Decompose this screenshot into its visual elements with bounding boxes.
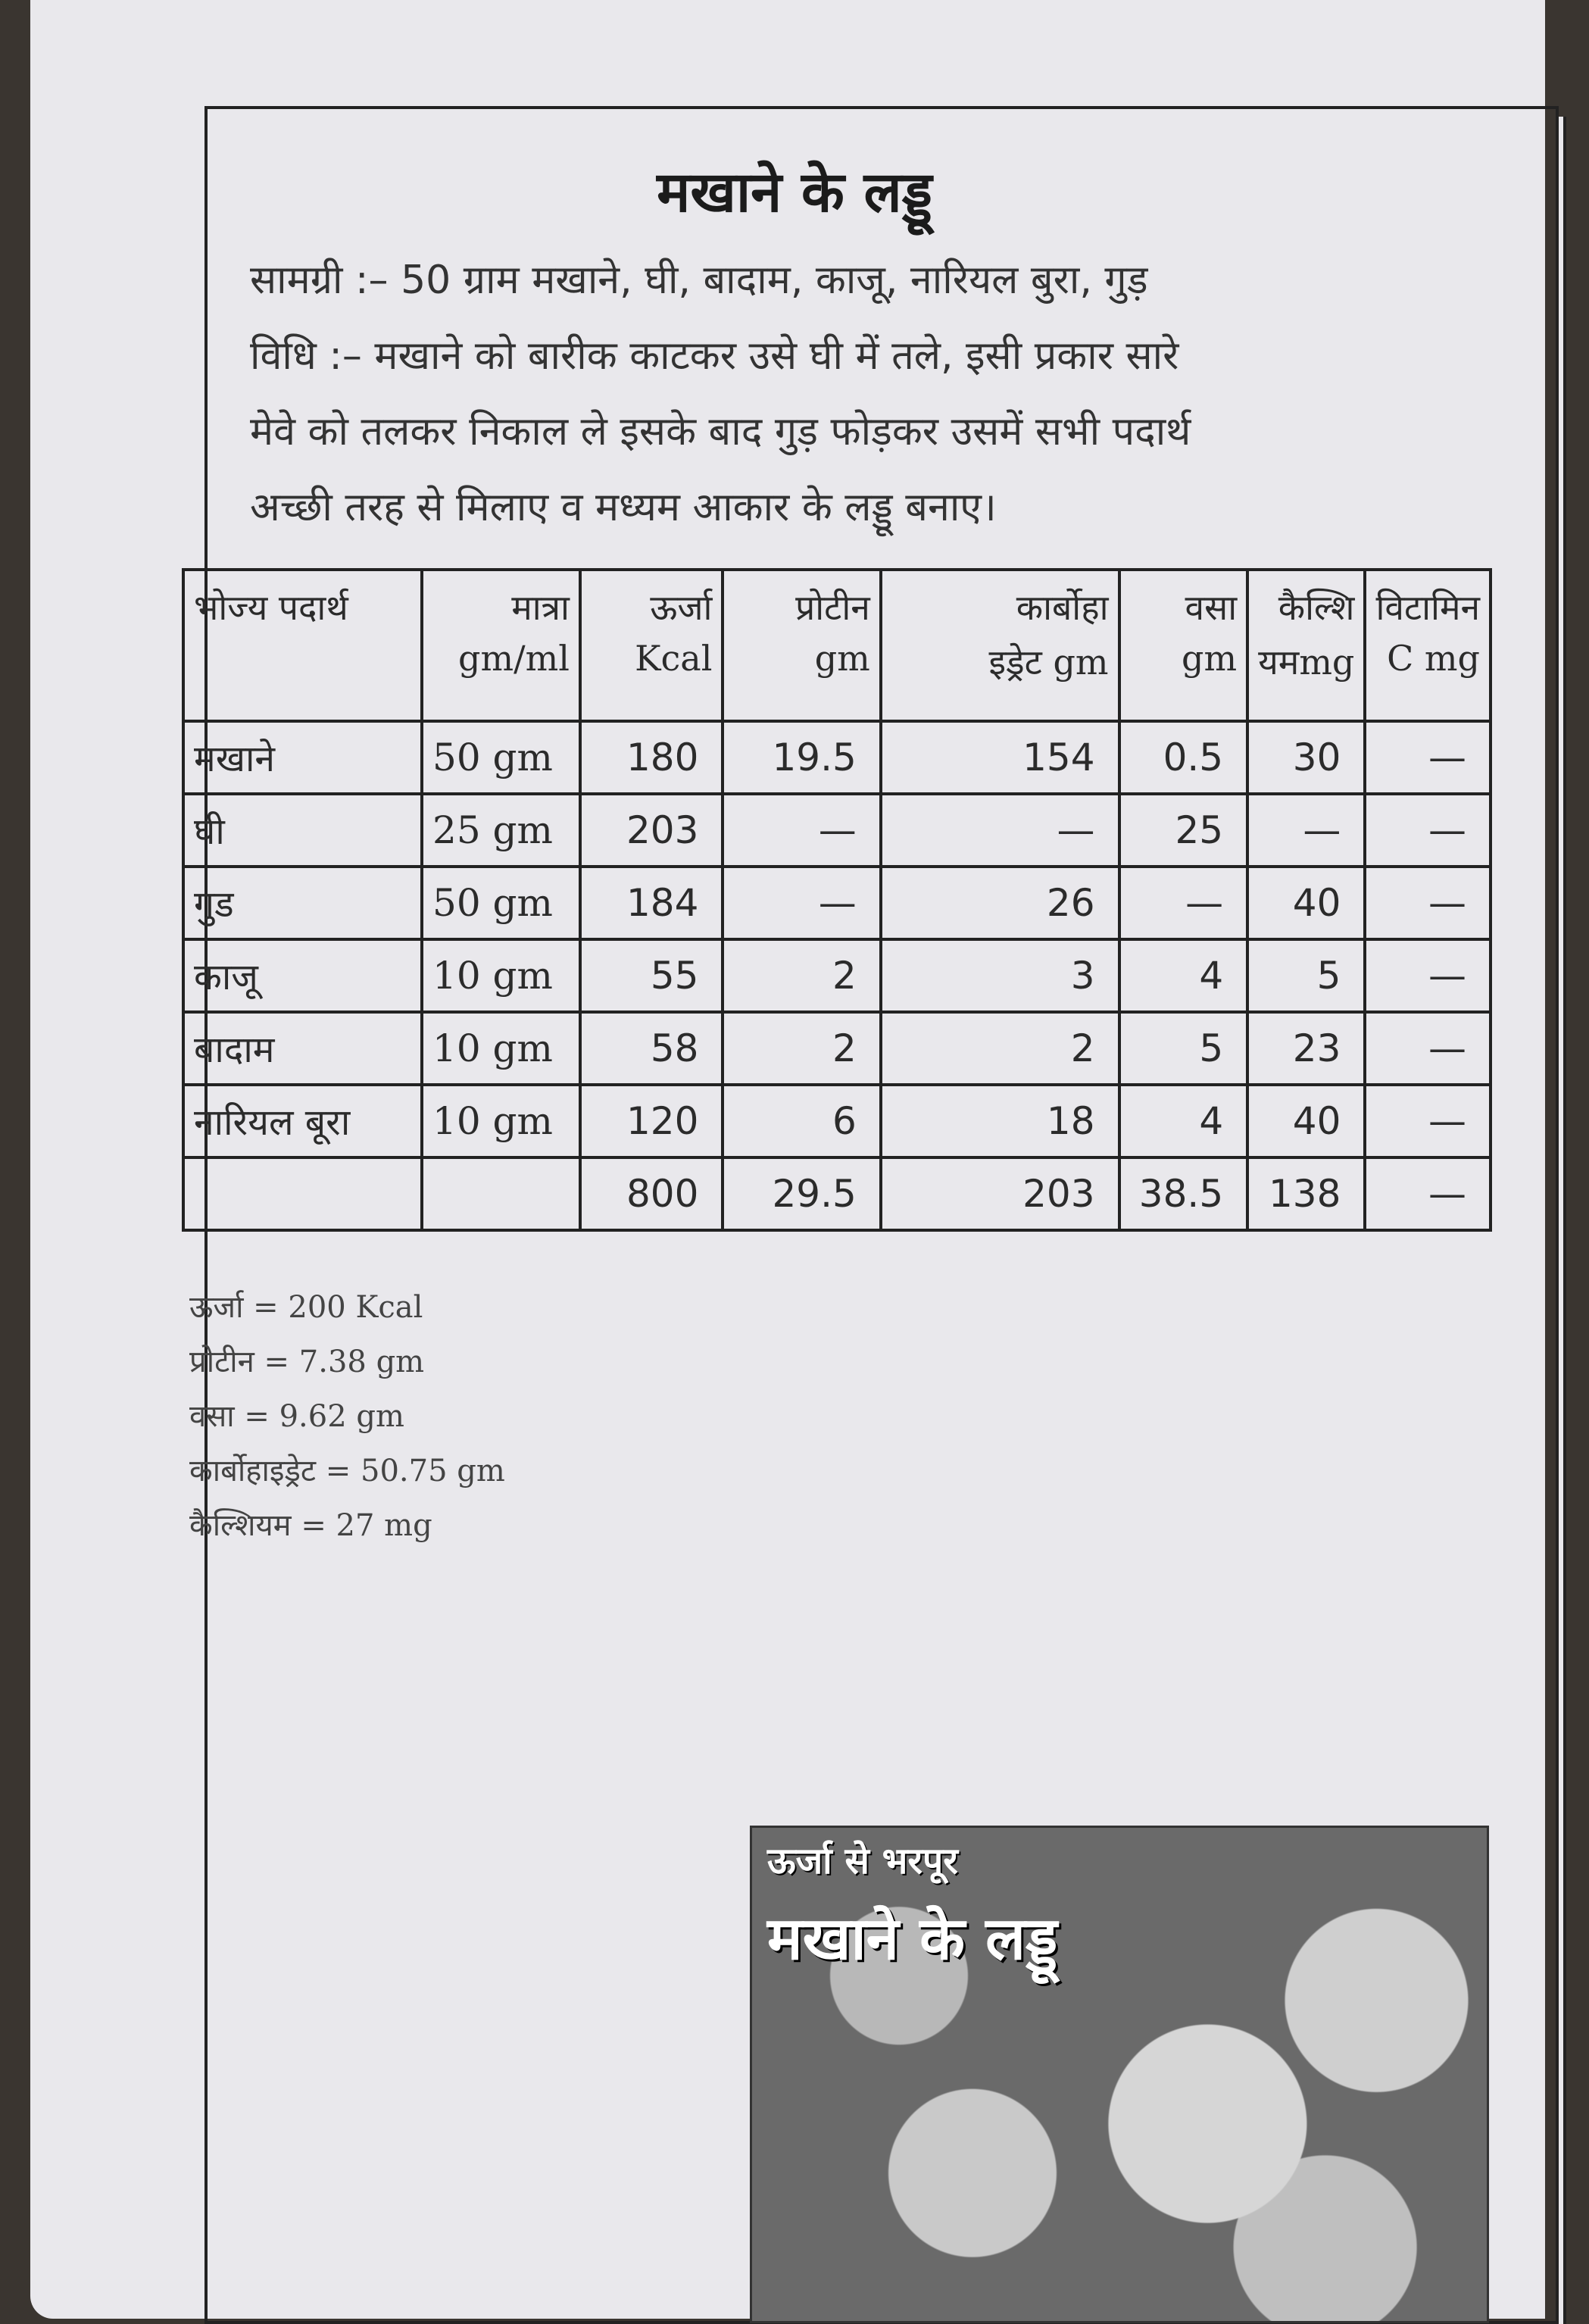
cell-quantity <box>422 1157 580 1230</box>
photo-caption-large: मखाने के लड्डू <box>767 1905 1058 1973</box>
cell-energy: 58 <box>580 1012 723 1085</box>
photo-caption-small: ऊर्जा से भरपूर <box>767 1840 958 1882</box>
cell-quantity: 50 gm <box>422 721 580 794</box>
cell-carbohydrate: 26 <box>881 867 1119 939</box>
col-header-top: मात्रा <box>511 587 570 628</box>
cell-fat: — <box>1119 867 1248 939</box>
table-row <box>183 1012 1491 1085</box>
cell-quantity: 10 gm <box>422 939 580 1012</box>
cell-food: नारियल बूरा <box>183 1085 422 1157</box>
cell-energy: 184 <box>580 867 723 939</box>
method-line-1: विधि :– मखाने को बारीक काटकर उसे घी में तले, इसी प्रकार सारे <box>250 333 1179 379</box>
cell-carbohydrate: 18 <box>881 1085 1119 1157</box>
table-row <box>183 794 1491 867</box>
summary-protein: प्रोटीन = 7.38 gm <box>189 1345 425 1379</box>
col-header-bottom: gm <box>1182 638 1238 679</box>
col-header-protein <box>723 570 880 721</box>
col-header-bottom: यमmg <box>1258 642 1355 683</box>
cell-calcium: 23 <box>1247 1012 1365 1085</box>
table-row <box>183 1085 1491 1157</box>
cell-quantity: 25 gm <box>422 794 580 867</box>
col-header-vitamin-c <box>1365 570 1491 721</box>
col-header-food <box>183 570 422 721</box>
cell-calcium: 40 <box>1247 1085 1365 1157</box>
col-header-bottom: gm/ml <box>458 638 570 679</box>
cell-fat: 0.5 <box>1119 721 1248 794</box>
cell-protein: 29.5 <box>723 1157 880 1230</box>
cell-fat: 38.5 <box>1119 1157 1248 1230</box>
col-header-bottom: Kcal <box>635 638 713 679</box>
cell-protein: 19.5 <box>723 721 880 794</box>
cell-protein: 2 <box>723 1012 880 1085</box>
col-header-calcium <box>1247 570 1365 721</box>
cell-energy: 800 <box>580 1157 723 1230</box>
summary-energy: ऊर्जा = 200 Kcal <box>189 1290 423 1325</box>
cell-calcium: 30 <box>1247 721 1365 794</box>
col-header-bottom: इड्रेट gm <box>988 642 1109 683</box>
laddoo-photo <box>750 1826 1489 2323</box>
cell-protein: 2 <box>723 939 880 1012</box>
cell-carbohydrate: 2 <box>881 1012 1119 1085</box>
col-header-top: कैल्शि <box>1278 587 1355 628</box>
table-row <box>183 867 1491 939</box>
method-line-3: अच्छी तरह से मिलाए व मध्यम आकार के लड्डू बनाए। <box>250 485 997 530</box>
method-line-2: मेवे को तलकर निकाल ले इसके बाद गुड़ फोड़कर उसमें सभी पदार्थ <box>250 409 1191 454</box>
cell-energy: 180 <box>580 721 723 794</box>
summary-fat: वसा = 9.62 gm <box>189 1399 404 1434</box>
col-header-carbohydrate <box>881 570 1119 721</box>
cell-calcium: 138 <box>1247 1157 1365 1230</box>
cell-vitamin-c: — <box>1365 721 1491 794</box>
summary-carbohydrate: कार्बोहाइड्रेट = 50.75 gm <box>189 1454 505 1488</box>
col-header-top: वसा <box>1185 587 1238 628</box>
col-header-bottom: gm <box>814 638 870 679</box>
col-header-energy <box>580 570 723 721</box>
ingredients-line: सामग्री :– 50 ग्राम मखाने, घी, बादाम, काजू, नारियल बुरा, गुड़ <box>250 258 1148 303</box>
cell-carbohydrate: 3 <box>881 939 1119 1012</box>
col-header-fat <box>1119 570 1248 721</box>
cell-vitamin-c: — <box>1365 1012 1491 1085</box>
table-row <box>183 939 1491 1012</box>
cell-protein: — <box>723 794 880 867</box>
nutrition-summary <box>189 1280 505 1553</box>
cell-fat: 5 <box>1119 1012 1248 1085</box>
cell-energy: 55 <box>580 939 723 1012</box>
col-header-top: ऊर्जा <box>650 587 713 628</box>
table-header-row <box>183 570 1491 721</box>
cell-food: घी <box>183 794 422 867</box>
table-total-row <box>183 1157 1491 1230</box>
cell-vitamin-c: — <box>1365 867 1491 939</box>
table-row <box>183 721 1491 794</box>
cell-vitamin-c: — <box>1365 939 1491 1012</box>
col-header-top: प्रोटीन <box>795 587 870 628</box>
col-header-quantity <box>422 570 580 721</box>
cell-vitamin-c: — <box>1365 1085 1491 1157</box>
cell-carbohydrate: — <box>881 794 1119 867</box>
col-header-top: कार्बोहा <box>1016 587 1109 628</box>
cell-quantity: 10 gm <box>422 1085 580 1157</box>
recipe-title: मखाने के लड्डू <box>657 160 932 225</box>
cell-protein: 6 <box>723 1085 880 1157</box>
cell-food: गुड <box>183 867 422 939</box>
cell-calcium: — <box>1247 794 1365 867</box>
col-header-top: विटामिन <box>1375 587 1480 628</box>
cell-fat: 4 <box>1119 1085 1248 1157</box>
cell-fat: 25 <box>1119 794 1248 867</box>
col-header-top: भोज्य पदार्थ <box>194 587 348 628</box>
cell-food: बादाम <box>183 1012 422 1085</box>
cell-energy: 203 <box>580 794 723 867</box>
cell-carbohydrate: 203 <box>881 1157 1119 1230</box>
nutrition-table <box>182 568 1492 1232</box>
cell-calcium: 40 <box>1247 867 1365 939</box>
cell-energy: 120 <box>580 1085 723 1157</box>
cell-vitamin-c: — <box>1365 1157 1491 1230</box>
col-header-bottom: C mg <box>1387 638 1480 679</box>
cell-vitamin-c: — <box>1365 794 1491 867</box>
cell-quantity: 50 gm <box>422 867 580 939</box>
summary-calcium: कैल्शियम = 27 mg <box>189 1508 432 1543</box>
cell-calcium: 5 <box>1247 939 1365 1012</box>
cell-food: मखाने <box>183 721 422 794</box>
cell-carbohydrate: 154 <box>881 721 1119 794</box>
cell-quantity: 10 gm <box>422 1012 580 1085</box>
cell-protein: — <box>723 867 880 939</box>
cell-food <box>183 1157 422 1230</box>
cell-food: काजू <box>183 939 422 1012</box>
cell-fat: 4 <box>1119 939 1248 1012</box>
